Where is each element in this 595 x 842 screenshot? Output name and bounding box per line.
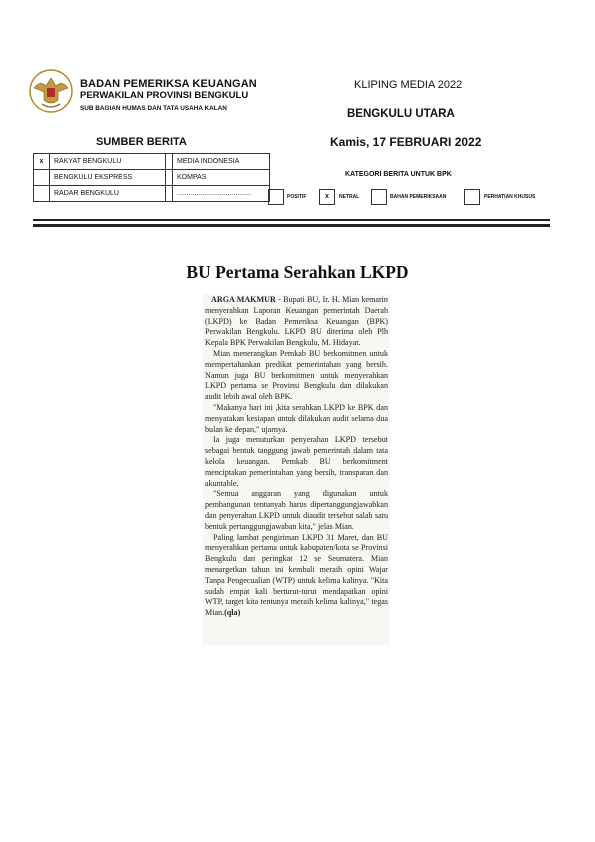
org-name: BADAN PEMERIKSA KEUANGAN [80,78,257,90]
article-paragraph [205,533,388,619]
article-paragraph: "Makanya hari ini ,kita serahkan LKPD ke BPK dan menyatakan kesiapan untuk dilakukan audit selama dua bulan ke depan," ujarnya. [205,402,388,434]
article-text: Paling lambat pengiriman LKPD 31 Maret, dan BU menyerahkan pertama untuk kabupaten/kota se Provinsi Bengkulu dan peringkat 12 se Seumatera. Mian menargetkan tahun ini kembali meraih opini Wajar Tanpa Pengecualian (WTP) untuk kelima kalinya. "Kita sudah empat kali berturut-turut mendapatkan opini WTP, target kita tentunya meraih kelima kalinya," tegas Mian. [205,532,388,618]
category-checkbox-bahan-pemeriksaan [371,189,387,205]
sources-title: SUMBER BERITA [96,136,187,148]
article-headline: BU Pertama Serahkan LKPD [186,262,409,282]
category-label-perhatian-khusus: PERHATIAN KHUSUS [484,194,536,200]
bpk-logo [28,68,74,114]
source-name: RADAR BENGKULU [50,186,166,202]
header-divider [33,219,550,221]
date-title: Kamis, 17 FEBRUARI 2022 [330,135,482,149]
kliping-title: KLIPING MEDIA 2022 [354,79,463,91]
category-title: KATEGORI BERITA UNTUK BPK [345,171,452,178]
category-label-netral: NETRAL [339,194,360,200]
source-name: ...................................... [173,186,270,202]
source-name: KOMPAS [173,170,270,186]
source-checkbox: x [34,154,50,170]
article-paragraph [205,295,388,349]
source-checkbox [166,154,173,170]
article-clipping [203,294,390,645]
category-checkbox-positif [268,189,284,205]
article-text: - Bupati BU, Ir. H. Mian kemarin menyerahkan Laporan Keuangan pemerintah Daerah (LKPD) ke Badan Pemeriksa Keuangan (BPK) Perwakilan Bengkulu. LKPD BU diterima oleh Plh Kepala BPK Perwakilan Bengkulu, M. Hidayat. [205,295,388,348]
category-checkbox-perhatian-khusus [464,189,480,205]
source-name: MEDIA INDONESIA [173,154,270,170]
source-row [34,186,270,202]
source-checkbox [34,186,50,202]
source-checkbox [166,186,173,202]
article-paragraph: Ia juga menuturkan penyerahan LKPD tersebut sebagai bentuk tanggung jawab pemerintah dalam tata kelola keuangan. Pemkab BU berkomitment menciptakan pemerintahan yang bersih, transparan dan akuntable. [205,435,388,488]
article-paragraph: "Semua anggaran yang digunakan untuk pembangunan tentunyab harus dipertanggungjawabkan dan penyerahan LKPD untuk diaudit tersebut salah satu bentuk pertanggungjawaban kita," jelas Mian. [205,489,388,531]
org-branch: PERWAKILAN PROVINSI BENGKULU [80,90,249,101]
article-dateline: ARGA MAKMUR [211,295,276,304]
org-block [80,78,257,114]
sources-table [33,153,270,202]
category-label-bahan-pemeriksaan: BAHAN PEMERIKSAAN [390,194,447,200]
source-checkbox [34,170,50,186]
source-row [34,170,270,186]
region-title: BENGKULU UTARA [347,108,455,120]
category-label-positif: POSITIF [287,194,307,200]
source-row [34,154,270,170]
source-name: RAKYAT BENGKULU [50,154,166,170]
article-signature: (qla) [224,608,241,618]
source-name: BENGKULU EKSPRESS [50,170,166,186]
header-divider-thick [33,224,550,227]
category-checkbox-netral: x [319,189,335,205]
article-paragraph: Mian menerangkan Pemkab BU berkomitmen untuk mempertahankan predikat pemerintahan yang bersih. Namun juga BU berkomitmen untuk menyerahkan LKPD pertama se Provinsi Bengkulu dan dilakukan audit lebih awal oleh BPK. [205,348,388,402]
org-division: SUB BAGIAN HUMAS DAN TATA USAHA KALAN [80,105,227,112]
source-checkbox [166,170,173,186]
